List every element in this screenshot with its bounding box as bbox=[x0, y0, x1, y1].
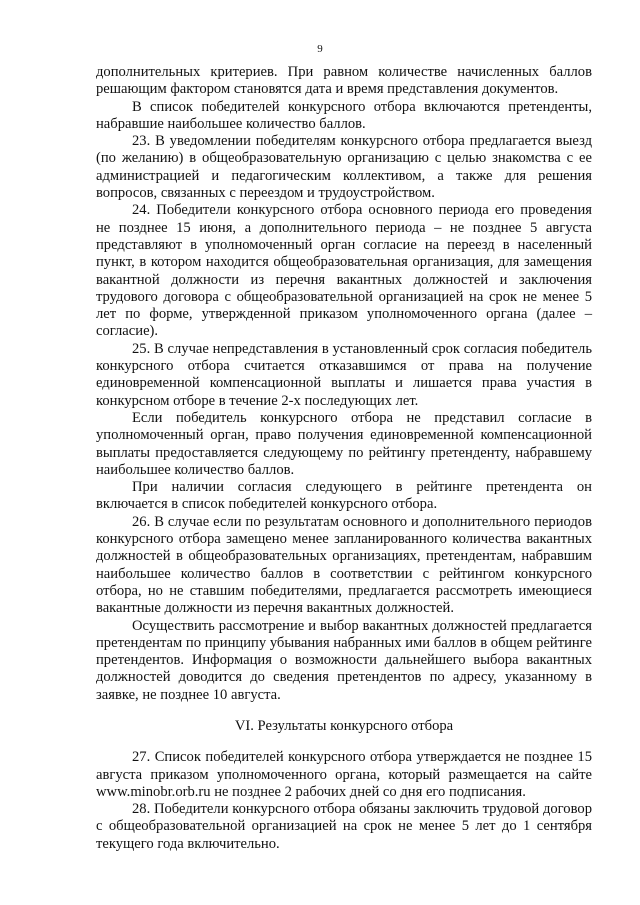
paragraph-consent-not-submitted: Если победитель конкурсного отбора не представил согласие в уполномоченный орган, право получения единовременной компенсационной выплаты предоставляется следующему по рейтингу претенденту, набравшему наибольшее количество баллов. bbox=[96, 409, 592, 478]
paragraph-28: 28. Победители конкурсного отбора обязаны заключить трудовой договор с общеобразовательной организацией на срок не менее 5 лет до 1 сентября текущего года включительно. bbox=[96, 801, 592, 852]
paragraph-continuation: дополнительных критериев. При равном количестве начисленных баллов решающим фактором становятся дата и время представления документов. bbox=[96, 64, 592, 98]
paragraph-27: 27. Список победителей конкурсного отбора утверждается не позднее 15 августа приказом уполномоченного органа, который размещается на сайте www.minobr.orb.ru не позднее 2 рабочих дней со дня его подписания. bbox=[96, 749, 592, 800]
paragraph-25: 25. В случае непредставления в установленный срок согласия победитель конкурсного отбора считается отказавшимся от права на получение единовременной компенсационной выплаты и лишается права участия в конкурсном отборе в течение 2-х последующих лет. bbox=[96, 340, 592, 409]
paragraph-next-candidate: При наличии согласия следующего в рейтинге претендента он включается в список победителей конкурсного отбора. bbox=[96, 479, 592, 513]
page-number: 9 bbox=[317, 43, 323, 55]
section-heading: VI. Результаты конкурсного отбора bbox=[234, 717, 454, 734]
paragraph-23: 23. В уведомлении победителям конкурсного отбора предлагается выезд (по желанию) в общеобразовательную организацию с целью знакомства с ее администрацией и педагогическим коллективом, а также для решения вопросов, связанных с переездом и трудоустройством. bbox=[96, 133, 592, 202]
paragraph-24: 24. Победители конкурсного отбора основного периода его проведения не позднее 15 июня, а дополнительного периода – не позднее 5 августа представляют в уполномоченный орган согласие на переезд в населенный пункт, в котором находится общеобразовательная организация, для замещения вакантной должности из перечня вакантных должностей и заключения трудового договора с общеобразовательной организацией на срок не менее 5 лет по форме, утвержденной приказом уполномоченного органа (далее – согласие). bbox=[96, 202, 592, 340]
paragraph-winners-list: В список победителей конкурсного отбора включаются претенденты, набравшие наибольшее количество баллов. bbox=[96, 98, 592, 132]
paragraph-26: 26. В случае если по результатам основного и дополнительного периодов конкурсного отбора замещено менее запланированного количества вакантных должностей в общеобразовательных организациях, претендентам, набравшим наибольшее количество баллов в соответствии с рейтингом конкурсного отбора, но не ставшим победителями, предлагается рассмотреть имеющиеся вакантные должности из перечня вакантных должностей. bbox=[96, 513, 592, 617]
document-body bbox=[96, 64, 592, 853]
paragraph-vacancy-selection: Осуществить рассмотрение и выбор вакантных должностей предлагается претендентам по принципу убывания набранных ими баллов в общем рейтинге претендентов. Информация о возможности дальнейшего выбора вакантных должностей доводится до сведения претендентов по адресу, указанному в заявке, не позднее 10 августа. bbox=[96, 617, 592, 703]
